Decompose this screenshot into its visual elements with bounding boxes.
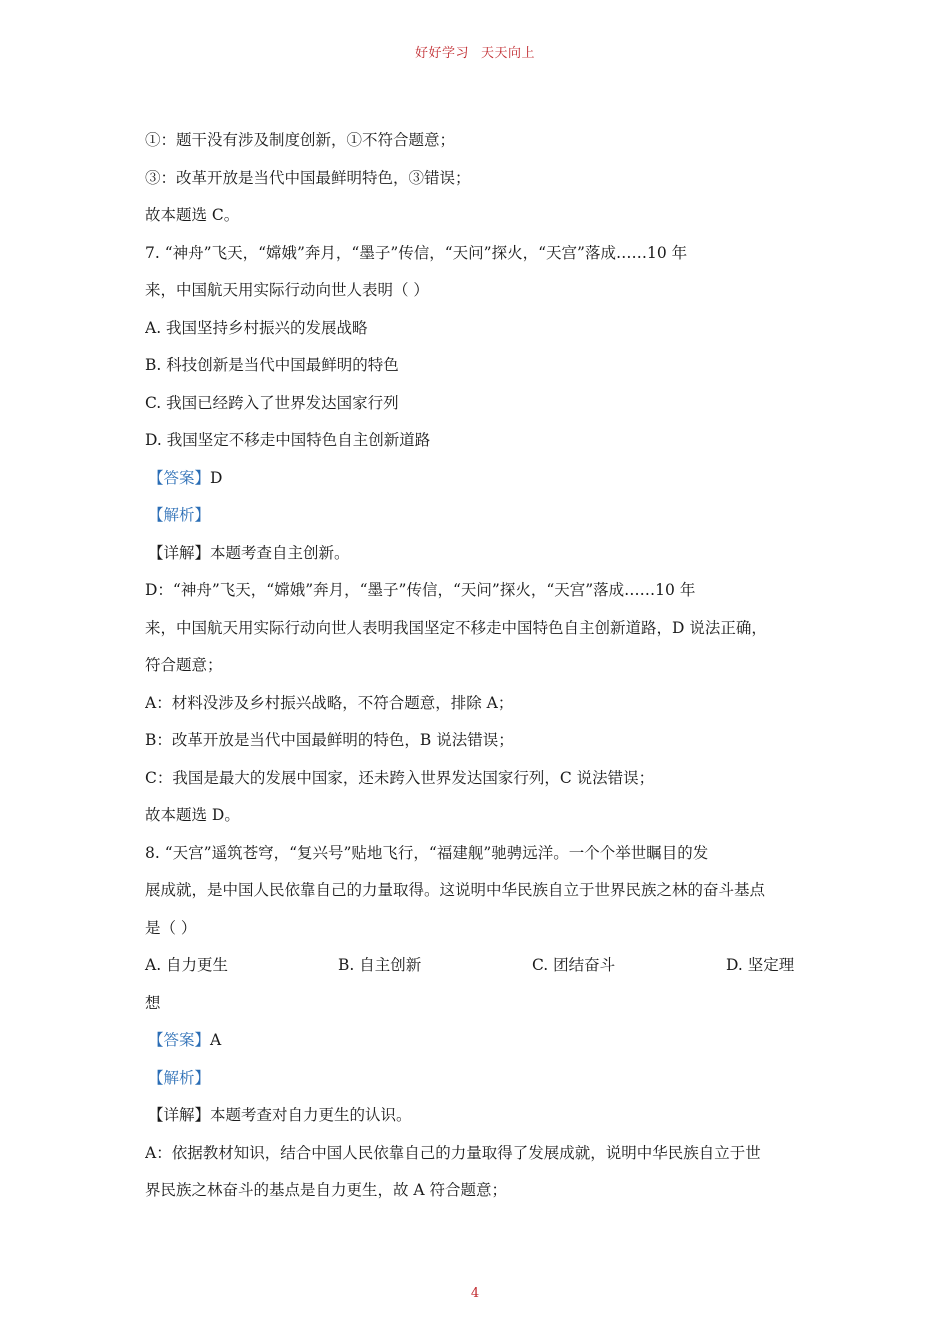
text-line: ①：题干没有涉及制度创新，①不符合题意； bbox=[145, 131, 456, 149]
question-7-stem-1: 7. “神舟”飞天，“嫦娥”奔月，“墨子”传信，“天问”探火，“天宫”落成……10 年 bbox=[145, 243, 688, 262]
question-7-answer bbox=[145, 460, 810, 498]
text-line: 故本题选 D。 bbox=[145, 806, 240, 824]
text-line: A：材料没涉及乡村振兴战略，不符合题意，排除 A； bbox=[145, 693, 514, 712]
analysis-tag: 【解析】 bbox=[148, 506, 211, 524]
question-8-option-d: D. 坚定理 bbox=[726, 956, 795, 974]
text-line: 界民族之林奋斗的基点是自力更生，故 A 符合题意； bbox=[145, 1181, 508, 1199]
text-line: 故本题选 C。 bbox=[145, 206, 240, 224]
header-motto-2: 天天向上 bbox=[481, 46, 536, 61]
detail-text: 本题考查自主创新。 bbox=[210, 543, 350, 562]
text-line: A：依据教材知识，结合中国人民依靠自己的力量取得了发展成就，说明中华民族自立于世 bbox=[145, 1143, 761, 1162]
question-8-option-c: C. 团结奋斗 bbox=[532, 956, 616, 974]
answer-value: A bbox=[210, 1031, 222, 1049]
question-8-stem-2: 展成就，是中国人民依靠自己的力量取得。这说明中华民族自立于世界民族之林的奋斗基点 bbox=[145, 881, 766, 899]
question-7-option-c: C. 我国已经跨入了世界发达国家行列 bbox=[145, 393, 399, 412]
text-line: 符合题意； bbox=[145, 656, 223, 674]
detail-tag: 【详解】 bbox=[148, 543, 211, 562]
question-8-option-a: A. 自力更生 bbox=[145, 956, 229, 974]
document-body bbox=[145, 122, 810, 1210]
text-line: C：我国是最大的发展中国家，还未跨入世界发达国家行列，C 说法错误； bbox=[145, 768, 655, 787]
question-7-analysis bbox=[145, 497, 810, 535]
analysis-tag: 【解析】 bbox=[148, 1068, 211, 1087]
question-8-option-d-cont: 想 bbox=[145, 993, 161, 1012]
question-8-options bbox=[145, 947, 810, 985]
question-8-answer bbox=[145, 1022, 810, 1060]
question-8-option-b: B. 自主创新 bbox=[338, 956, 422, 974]
question-7-option-b: B. 科技创新是当代中国最鲜明的特色 bbox=[145, 356, 399, 374]
answer-value: D bbox=[210, 468, 223, 487]
question-8-analysis bbox=[145, 1060, 810, 1098]
header-motto-1: 好好学习 bbox=[414, 46, 469, 61]
text-line: 来，中国航天用实际行动向世人表明我国坚定不移走中国特色自主创新道路，D 说法正确， bbox=[145, 618, 767, 637]
page-number: 4 bbox=[470, 1286, 480, 1301]
question-7-option-a: A. 我国坚持乡村振兴的发展战略 bbox=[145, 318, 368, 337]
text-line: D：“神舟”飞天，“嫦娥”奔月，“墨子”传信，“天问”探火，“天宫”落成……10 年 bbox=[145, 581, 696, 599]
text-line: B：改革开放是当代中国最鲜明的特色，B 说法错误； bbox=[145, 731, 514, 749]
question-8-stem-1: 8. “天宫”遥筑苍穹，“复兴号”贴地飞行，“福建舰”驰骋远洋。一个个举世瞩目的发 bbox=[145, 843, 709, 862]
question-7-option-d: D. 我国坚定不移走中国特色自主创新道路 bbox=[145, 431, 431, 449]
question-7-detail bbox=[145, 535, 810, 573]
page-header bbox=[0, 42, 950, 61]
question-7-stem-2: 来，中国航天用实际行动向世人表明（ ） bbox=[145, 281, 429, 299]
detail-text: 本题考查对自力更生的认识。 bbox=[210, 1106, 412, 1124]
detail-tag: 【详解】 bbox=[148, 1106, 211, 1124]
answer-tag: 【答案】 bbox=[148, 1031, 211, 1049]
answer-tag: 【答案】 bbox=[148, 468, 211, 487]
question-8-stem-3: 是（ ） bbox=[145, 918, 197, 937]
question-8-detail bbox=[145, 1097, 810, 1135]
text-line: ③：改革开放是当代中国最鲜明特色，③错误； bbox=[145, 168, 471, 187]
